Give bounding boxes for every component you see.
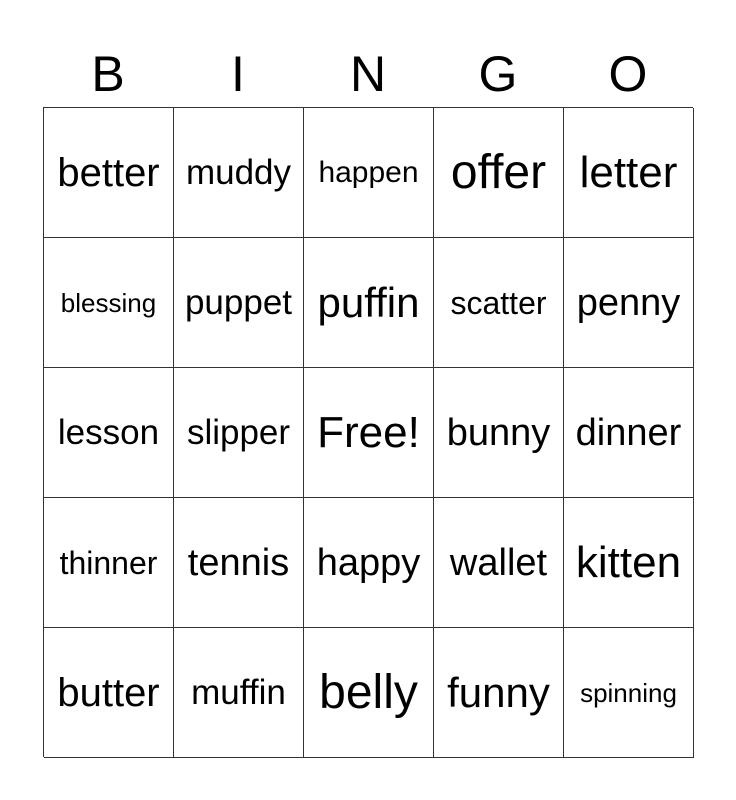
bingo-cell: puffin xyxy=(304,238,434,368)
bingo-cell: happy xyxy=(304,498,434,628)
bingo-cell: thinner xyxy=(44,498,174,628)
bingo-cell: funny xyxy=(434,628,564,758)
header-letter-b: B xyxy=(91,46,125,102)
bingo-cell: wallet xyxy=(434,498,564,628)
bingo-cell: letter xyxy=(564,108,694,238)
bingo-cell: muffin xyxy=(174,628,304,758)
bingo-cell: slipper xyxy=(174,368,304,498)
bingo-cell: offer xyxy=(434,108,564,238)
bingo-cell: butter xyxy=(44,628,174,758)
bingo-cell: kitten xyxy=(564,498,694,628)
bingo-cell: muddy xyxy=(174,108,304,238)
bingo-header xyxy=(43,40,693,108)
header-letter-n: N xyxy=(349,46,387,102)
header-letter-o: O xyxy=(608,46,648,102)
bingo-cell: spinning xyxy=(564,628,694,758)
bingo-cell: dinner xyxy=(564,368,694,498)
header-letter-g: G xyxy=(478,46,518,102)
bingo-cell: penny xyxy=(564,238,694,368)
bingo-cell: happen xyxy=(304,108,434,238)
bingo-cell: belly xyxy=(304,628,434,758)
bingo-cell: blessing xyxy=(44,238,174,368)
bingo-cell: lesson xyxy=(44,368,174,498)
header-letter-i: I xyxy=(231,46,245,102)
bingo-cell: bunny xyxy=(434,368,564,498)
bingo-cell: better xyxy=(44,108,174,238)
bingo-cell: tennis xyxy=(174,498,304,628)
bingo-card-grid xyxy=(43,107,693,757)
bingo-cell: puppet xyxy=(174,238,304,368)
bingo-cell: scatter xyxy=(434,238,564,368)
bingo-free-space: Free! xyxy=(304,368,434,498)
